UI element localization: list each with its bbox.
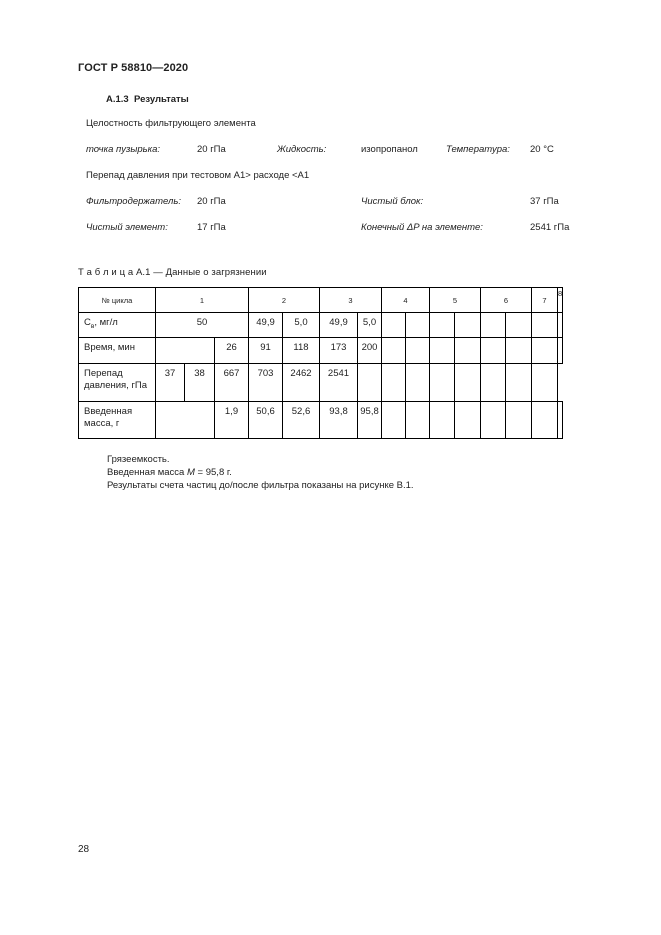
row-label-concentration: $C_в$, мг/л (79, 313, 156, 338)
table-cell: 173 (320, 338, 358, 364)
clean-block-value: 37 гПа (530, 196, 559, 207)
table-cell (532, 364, 558, 402)
table-cell (382, 338, 406, 364)
table-cell: 2541 (320, 364, 358, 402)
table-cell (558, 338, 563, 364)
table-cell: 703 (249, 364, 283, 402)
temperature-value: 20 °С (530, 144, 554, 155)
table-header-row (79, 288, 563, 313)
table-cell: 118 (283, 338, 320, 364)
table-cell (455, 313, 481, 338)
table-cell (406, 313, 430, 338)
table-cell (406, 338, 430, 364)
note-capacity: Грязеемкость. (107, 454, 170, 465)
table-cell (382, 402, 406, 439)
table-cell: 49,9 (320, 313, 358, 338)
table-row (79, 338, 563, 364)
table-cell (430, 364, 455, 402)
header-cycle-1: 1 (156, 288, 249, 313)
table-cell (455, 364, 481, 402)
table-cell: 91 (249, 338, 283, 364)
table-row (79, 364, 563, 402)
section-number: А.1.3 (106, 94, 129, 105)
header-cycle-3: 3 (320, 288, 382, 313)
table-cell: 50 (156, 313, 249, 338)
bubble-point-label: точка пузырька: (86, 144, 161, 155)
row-label-time: Время, мин (79, 338, 156, 364)
liquid-value: изопропанол (361, 144, 418, 155)
document-header: ГОСТ Р 58810—2020 (78, 62, 189, 74)
table-cell: 26 (215, 338, 249, 364)
integrity-title: Целостность фильтрующего элемента (86, 118, 256, 129)
table-cell (506, 402, 532, 439)
table-row (79, 402, 563, 439)
table-cell (506, 338, 532, 364)
pressure-drop-note: Перепад давления при тестовом А1> расходе <А1 (86, 170, 310, 181)
liquid-label: Жидкость: (277, 144, 327, 155)
table-cell (558, 313, 563, 338)
table-cell (481, 364, 506, 402)
table-cell (481, 338, 506, 364)
table-cell (532, 338, 558, 364)
table-cell: 1,9 (215, 402, 249, 439)
table-cell: 50,6 (249, 402, 283, 439)
clean-element-label: Чистый элемент: (86, 222, 168, 233)
table-cell (455, 338, 481, 364)
table-cell: 95,8 (358, 402, 382, 439)
table-cell (382, 313, 406, 338)
final-dp-label: Конечный ΔP на элементе: (361, 222, 483, 233)
table-cell (406, 364, 430, 402)
table-cell (506, 313, 532, 338)
table-cell: 200 (358, 338, 382, 364)
page-number: 28 (78, 844, 90, 855)
table-cell: 37 (156, 364, 185, 402)
table-cell (532, 313, 558, 338)
header-cycle-6: 6 (481, 288, 532, 313)
table-cell (455, 402, 481, 439)
table-cell (481, 402, 506, 439)
holder-label: Фильтродержатель: (86, 196, 181, 207)
contamination-table (78, 287, 563, 439)
table-cell (430, 313, 455, 338)
table-cell (406, 402, 430, 439)
table-cell (481, 313, 506, 338)
bubble-point-value: 20 гПа (197, 144, 226, 155)
temperature-label: Температура: (446, 144, 510, 155)
table-cell: 667 (215, 364, 249, 402)
section-title: Результаты (134, 94, 189, 105)
table-cell (506, 364, 532, 402)
row-label-pressure-drop: Перепад давления, гПа (79, 364, 156, 402)
header-cycle-8: 8 (558, 288, 563, 313)
table-cell (156, 402, 215, 439)
table-row (79, 313, 563, 338)
table-cell (558, 402, 563, 439)
clean-element-value: 17 гПа (197, 222, 226, 233)
note-particle-results: Результаты счета частиц до/после фильтра показаны на рисунке В.1. (107, 480, 414, 491)
header-cycle-4: 4 (382, 288, 430, 313)
table-cell (382, 364, 406, 402)
header-cycle-2: 2 (249, 288, 320, 313)
table-cell (430, 338, 455, 364)
holder-value: 20 гПа (197, 196, 226, 207)
table-cell: 5,0 (358, 313, 382, 338)
header-cycle-7: 7 (532, 288, 558, 313)
table-cell: 38 (185, 364, 215, 402)
table-caption: Т а б л и ц а А.1 — Данные о загрязнении (78, 267, 267, 278)
note-mass: Введенная масса M = 95,8 г. (107, 467, 232, 478)
table-cell: 2462 (283, 364, 320, 402)
section-heading (106, 94, 189, 105)
row-label-mass: Введенная масса, г (79, 402, 156, 439)
table-cell: 49,9 (249, 313, 283, 338)
table-cell (430, 402, 455, 439)
final-dp-value: 2541 гПа (530, 222, 570, 233)
clean-block-label: Чистый блок: (361, 196, 424, 207)
header-cycle-label: № цикла (79, 288, 156, 313)
table-cell: 93,8 (320, 402, 358, 439)
table-cell (532, 402, 558, 439)
table-cell: 5,0 (283, 313, 320, 338)
table-cell (358, 364, 382, 402)
table-cell: 52,6 (283, 402, 320, 439)
header-cycle-5: 5 (430, 288, 481, 313)
table-cell (156, 338, 215, 364)
